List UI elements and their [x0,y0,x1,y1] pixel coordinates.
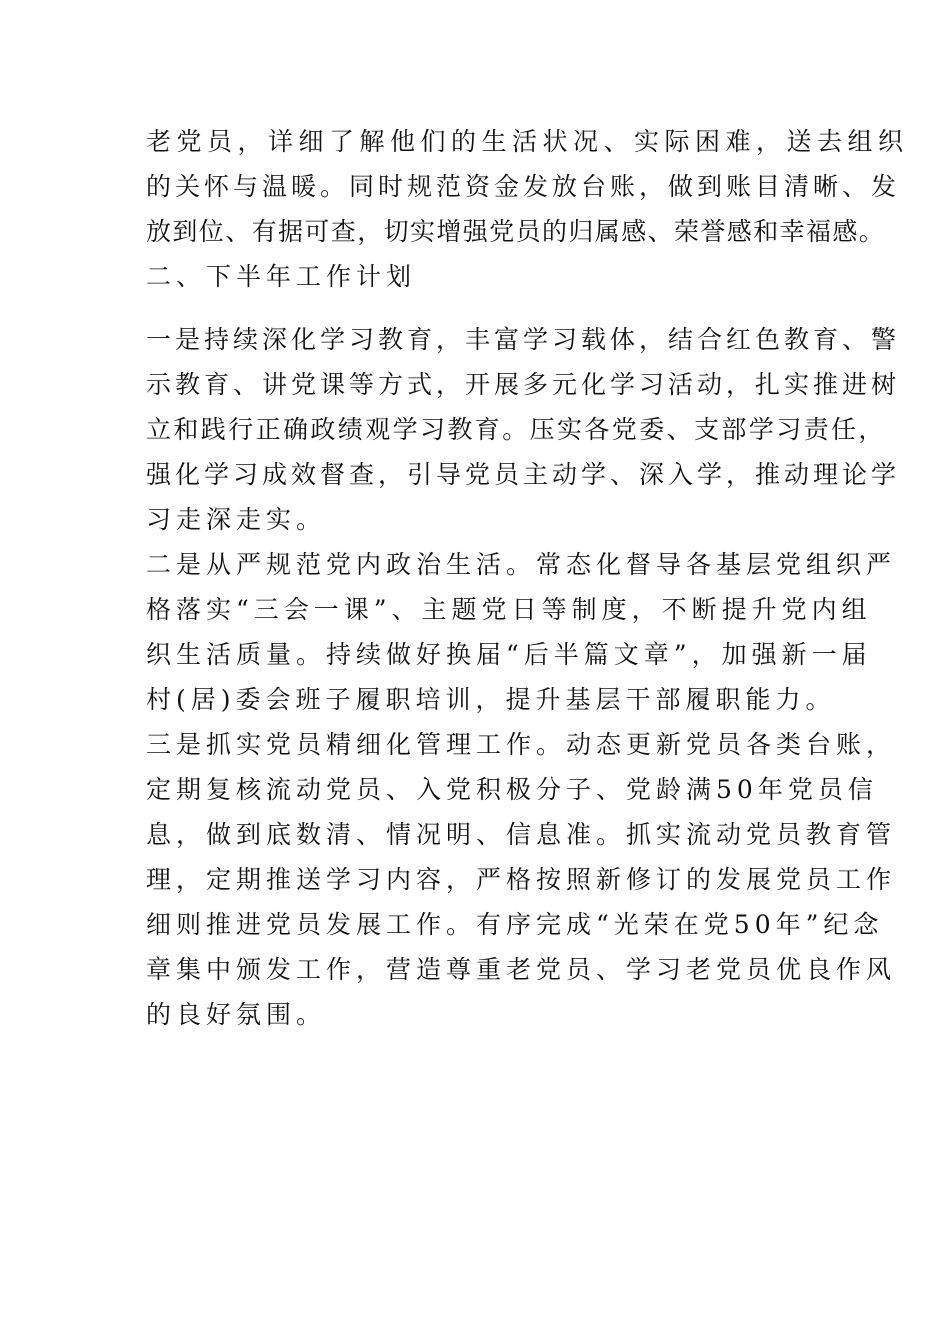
section-heading: 二、下半年工作计划 [146,262,417,291]
body-text-line: 的关怀与温暖。同时规范资金发放台账，做到账目清晰、发 [146,172,901,201]
body-text-line: 织生活质量。持续做好换届“后半篇文章”，加强新一届 [146,640,872,669]
body-text-line: 二是从严规范党内政治生活。常态化督导各基层党组织严 [146,550,897,579]
body-text-line: 细则推进党员发展工作。有序完成“光荣在党50年”纪念 [146,910,884,939]
body-text-line: 立和践行正确政绩观学习教育。压实各党委、支部学习责任， [146,415,886,444]
body-text-line: 村(居)委会班子履职培训，提升基层干部履职能力。 [146,685,836,714]
body-text-line: 定期复核流动党员、入党积极分子、党龄满50年党员信 [146,775,878,804]
body-text-line: 老党员，详细了解他们的生活状况、实际困难，送去组织 [146,127,909,156]
body-text-line: 一是持续深化学习教育，丰富学习载体，结合红色教育、警 [146,325,901,354]
body-text-line: 格落实“三会一课”、主题党日等制度，不断提升党内组 [146,595,872,624]
body-text-line: 三是抓实党员精细化管理工作。动态更新党员各类台账， [146,730,897,759]
body-text-line: 强化学习成效督查，引导党员主动学、深入学，推动理论学 [146,460,901,489]
body-text-line: 理，定期推送学习内容，严格按照新修订的发展党员工作 [146,865,897,894]
body-text-line: 示教育、讲党课等方式，开展多元化学习活动，扎实推进树 [146,370,901,399]
body-text-line: 章集中颁发工作，营造尊重老党员、学习老党员优良作风 [146,955,897,984]
body-text-line: 的良好氛围。 [146,1000,327,1029]
body-text-line: 习走深走实。 [146,505,327,534]
body-text-line: 息，做到底数清、情况明、信息准。抓实流动党员教育管 [146,820,897,849]
body-text-line: 放到位、有据可查，切实增强党员的归属感、荣誉感和幸福感。 [146,217,886,246]
